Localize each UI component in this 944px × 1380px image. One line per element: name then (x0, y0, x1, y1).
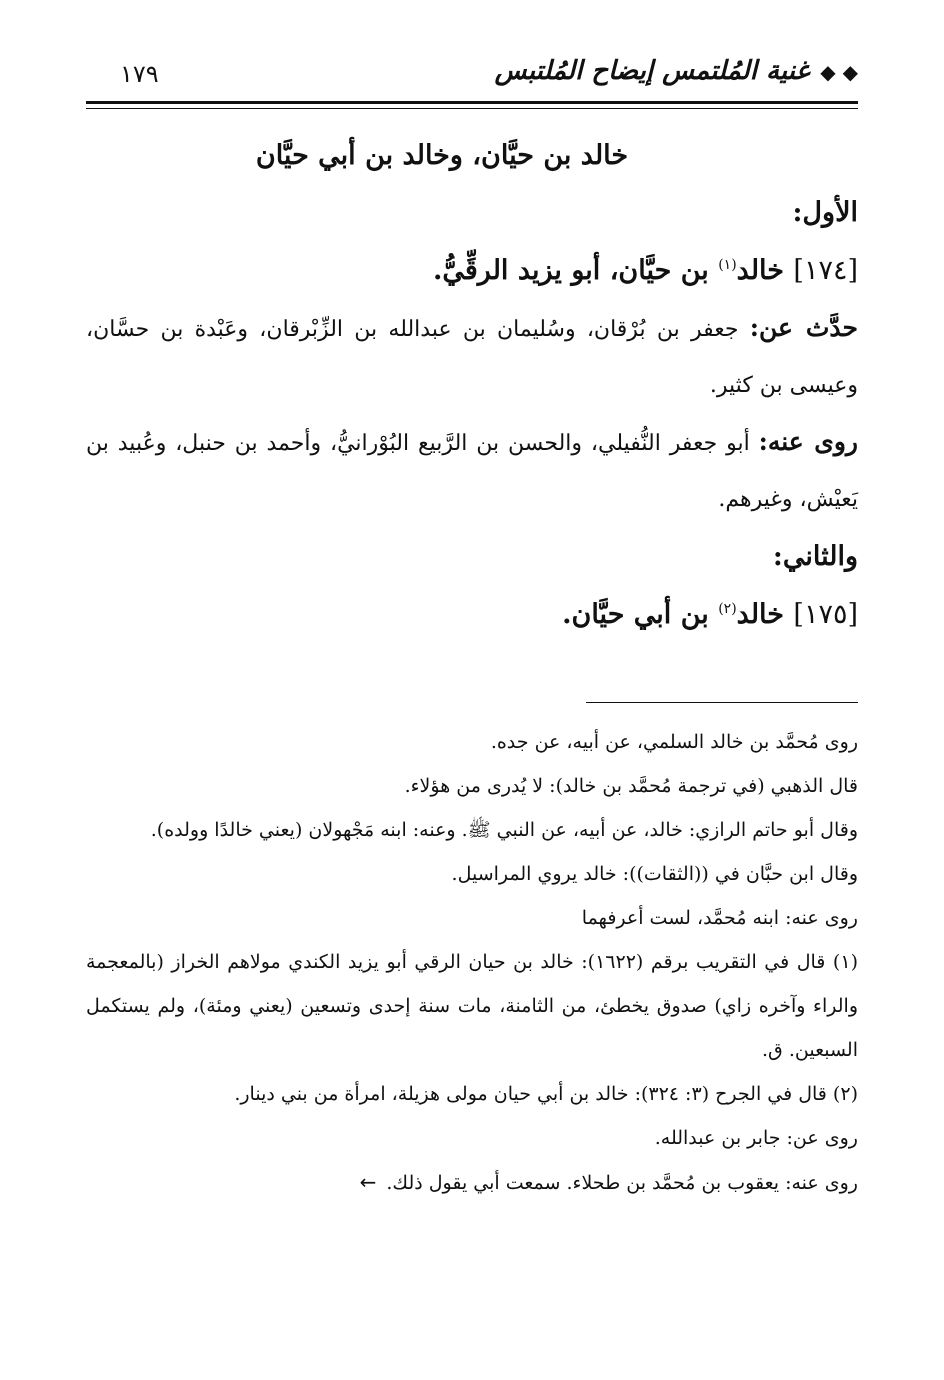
diamond-icon: ◆ ◆ (820, 60, 858, 84)
footnote-1: (١) قال في التقريب برقم (١٦٢٢): خالد بن حيان الرقي أبو يزيد الكندي مولاهم الخراز (بالمعجمة والراء وآخره زاي) صدوق يخطئ، من الثامنة، مات سنة إحدى وتسعين (يعني ومئة)، ولم يستكمل السبعين. ق. (86, 951, 858, 1061)
footnote-line: قال الذهبي (في ترجمة مُحمَّد بن خالد): لا يُدرى من هؤلاء. (404, 775, 858, 797)
entry-name: خالد (736, 599, 784, 630)
entry-number: [١٧٤] (793, 255, 858, 286)
page-number: ١٧٩ (120, 60, 159, 88)
section-title: خالد بن حيَّان، وخالد بن أبي حيَّان (255, 140, 629, 171)
narrated-by-paragraph (86, 414, 858, 528)
entry-174 (86, 242, 858, 300)
footnote-2-narrated-from: روى عن: جابر بن عبدالله. (654, 1127, 858, 1149)
entry-175 (86, 586, 858, 644)
footnote-ref: (١) (718, 257, 737, 273)
footnote-ref: (٢) (718, 601, 737, 617)
running-title (495, 56, 858, 86)
footnote-line: وقال أبو حاتم الرازي: خالد، عن أبيه، عن النبي ﷺ. وعنه: ابنه مَجْهولان (يعني خالدًا وولده). (150, 819, 858, 841)
header-rule-thin (86, 108, 858, 109)
header-rule-thick (86, 101, 858, 104)
main-content (86, 128, 858, 644)
footnote-2-narrated-by: روى عنه: يعقوب بن مُحمَّد بن طحلاء. سمعت أبي يقول ذلك. (386, 1172, 858, 1194)
entry-name: خالد (736, 255, 784, 286)
footnote-2-narrated-by-line (86, 1160, 858, 1205)
narrated-from-label: حدَّث عن: (749, 313, 858, 342)
book-title: غنية المُلتمس إيضاح المُلتبس (494, 56, 810, 86)
footnote-2: (٢) قال في الجرح (٣: ٣٢٤): خالد بن أبي حيان مولى هزيلة، امرأة من بني دينار. (234, 1083, 858, 1105)
first-label: الأول: (792, 197, 858, 228)
narrated-by-text: أبو جعفر النُّفيلي، والحسن بن الرَّبيع البُوْرانيُّ، وأحمد بن حنبل، وعُبيد بن يَعيْش، وغيرهم. (86, 431, 858, 512)
narrated-from-text: جعفر بن بُرْقان، وسُليمان بن عبدالله بن الزِّبْرقان، وعَبْدة بن حسَّان، وعيسى بن كثير. (86, 317, 858, 398)
page-header (86, 52, 858, 98)
entry-rest: بن حيَّان، أبو يزيد الرقِّيُّ. (433, 255, 709, 286)
footnote-line: روى مُحمَّد بن خالد السلمي، عن أبيه، عن جده. (490, 731, 858, 753)
narrated-from-paragraph (86, 300, 858, 414)
footnotes (86, 720, 858, 1205)
footnote-separator (586, 702, 858, 703)
arrow-left-icon: ← (359, 1170, 377, 1194)
footnote-line: روى عنه: ابنه مُحمَّد، لست أعرفهما (581, 907, 858, 929)
narrated-by-label: روى عنه: (758, 427, 858, 456)
entry-number: [١٧٥] (793, 599, 858, 630)
entry-rest: بن أبي حيَّان. (562, 599, 709, 630)
second-label: والثاني: (772, 541, 858, 572)
footnote-line: وقال ابن حبَّان في ((الثقات)): خالد يروي المراسيل. (451, 863, 858, 885)
